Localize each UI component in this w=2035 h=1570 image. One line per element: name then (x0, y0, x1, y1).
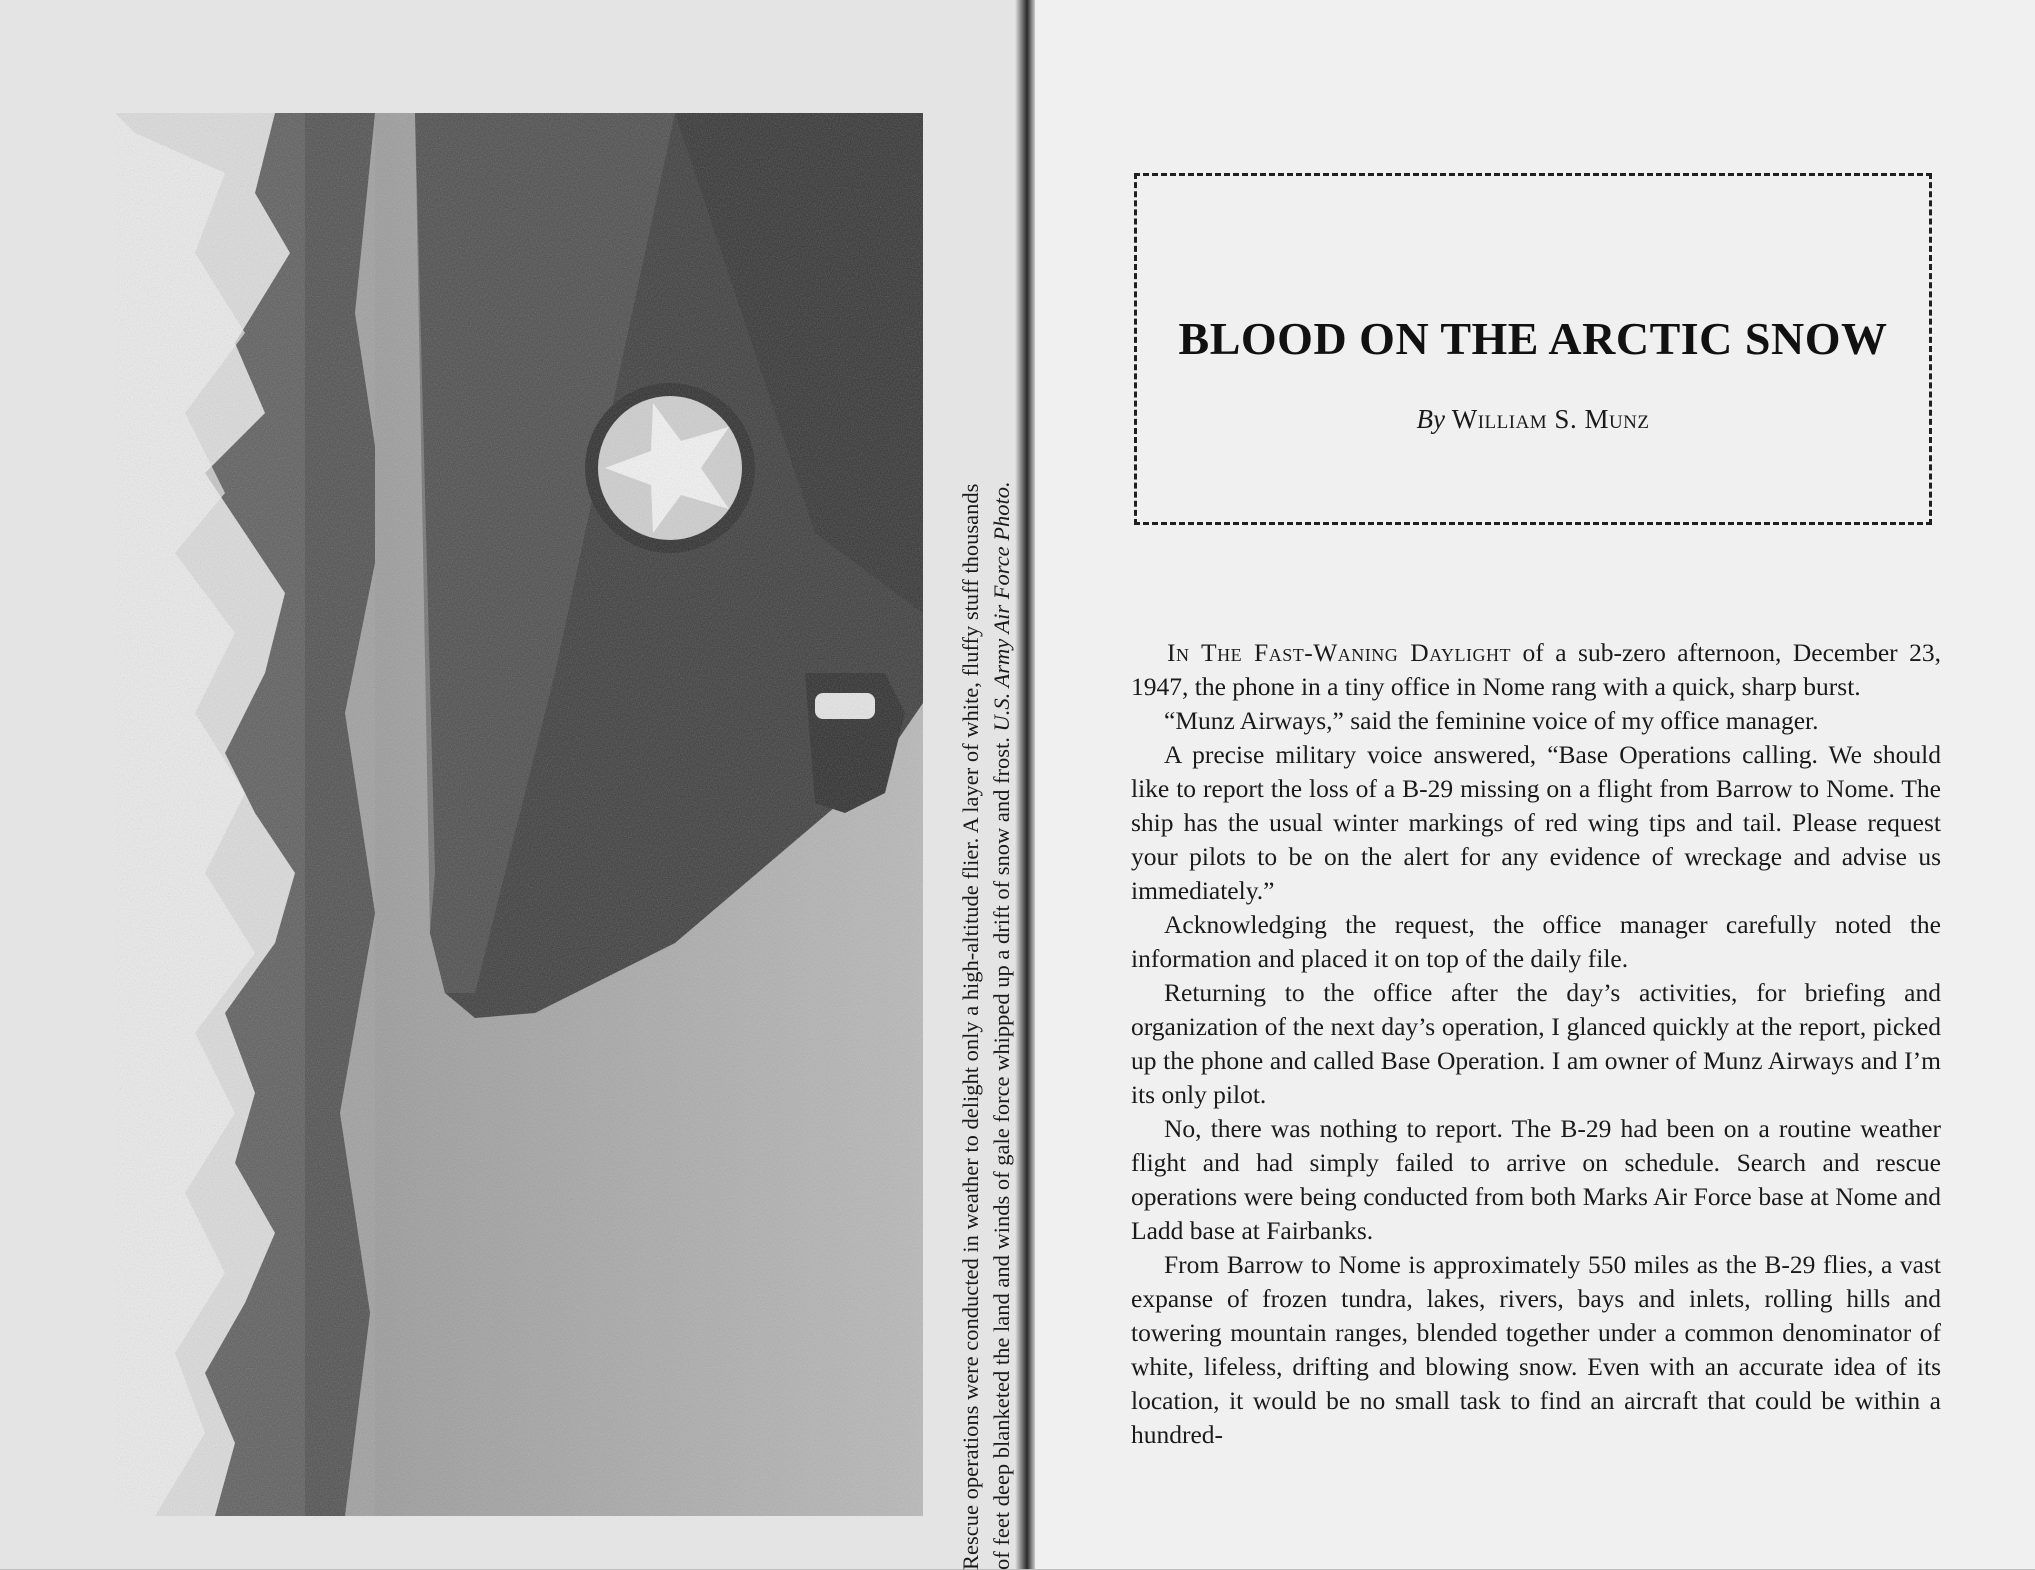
paragraph-1-text: of a sub-zero afternoon, December 23, 1947, the phone in a tiny office in Nome rang with a quick, sharp burst. (1131, 638, 1941, 701)
opening-smallcaps: In The Fast-Waning Daylight (1167, 638, 1512, 667)
paragraph: “Munz Airways,” said the feminine voice of my office manager. (1164, 706, 1819, 735)
paragraph: Returning to the office after the day’s activities, for briefing and organization of the next day’s operation, I glanced quickly at the report, picked up the phone and called Base Operation. I am owner of Munz Airways and I’m its only pilot. (1131, 978, 1941, 1109)
caption-line-2-text: of feet deep blanketed the land and winds of gale force whipped up a drift of snow and frost. (989, 737, 1014, 1570)
photo-credit: U.S. Army Air Force Photo. (989, 481, 1014, 732)
aerial-photo (115, 113, 923, 1516)
caption-line-2 (986, 130, 1017, 1570)
byline-by: By (1416, 404, 1445, 434)
byline-author: William S. Munz (1451, 404, 1650, 434)
paragraph (1131, 636, 1941, 704)
caption-line-1: Rescue operations were conducted in weather to delight only a high-altitude flier. A layer of white, fluffy stuff thousands (958, 483, 983, 1570)
paragraph: Acknowledging the request, the office manager carefully noted the information and placed it on top of the daily file. (1131, 910, 1941, 973)
paragraph: From Barrow to Nome is approximately 550 miles as the B-29 flies, a vast expanse of frozen tundra, lakes, rivers, bays and inlets, rolling hills and towering mountain ranges, blended together under a common denominator of white, lifeless, drifting and blowing snow. Even with an accurate idea of its location, it would be no small task to find an aircraft that could be within a hundred- (1131, 1250, 1941, 1449)
paragraph: A precise military voice answered, “Base Operations calling. We should like to report the loss of a B-29 missing on a flight from Barrow to Nome. The ship has the usual winter markings of red wing tips and tail. Please request your pilots to be on the alert for any evidence of wreckage and advise us immediately.” (1131, 740, 1941, 905)
photo-caption (955, 130, 1017, 1570)
article-title: BLOOD ON THE ARCTIC SNOW (1178, 313, 1888, 364)
paragraph: No, there was nothing to report. The B-29 had been on a routine weather flight and had simply failed to arrive on schedule. Search and rescue operations were being conducted from both Marks Air Force base at Nome and Ladd base at Fairbanks. (1131, 1114, 1941, 1245)
book-gutter (1015, 0, 1037, 1569)
article-body (1131, 636, 1941, 1452)
byline (1134, 404, 1932, 435)
photo-icon (115, 113, 923, 1516)
